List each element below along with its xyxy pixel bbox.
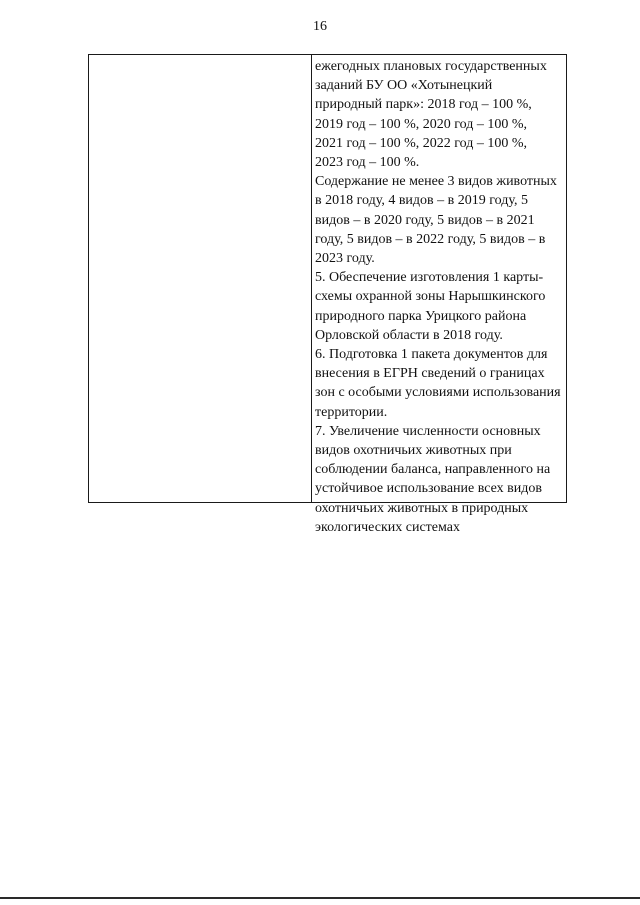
text-line: внесения в ЕГРН сведений о границах (315, 366, 545, 382)
table-right-cell (315, 55, 565, 537)
table-left-cell (89, 55, 312, 502)
text-line: охотничьих животных в природных (315, 500, 529, 516)
text-line: 5. Обеспечение изготовления 1 карты- (315, 270, 544, 286)
text-line: природного парка Урицкого района (315, 308, 527, 324)
text-line: 2023 году. (315, 251, 375, 267)
text-line: 6. Подготовка 1 пакета документов для (315, 347, 548, 363)
text-line: Орловской области в 2018 году. (315, 327, 503, 343)
text-line: заданий БУ ОО «Хотынецкий (315, 78, 493, 94)
text-line: в 2018 году, 4 видов – в 2019 году, 5 (315, 193, 528, 209)
text-line: 7. Увеличение численности основных (315, 423, 541, 439)
text-line: Содержание не менее 3 видов животных (315, 174, 557, 190)
scan-bottom-edge-line (0, 897, 640, 899)
document-table (88, 54, 567, 535)
text-line: территории. (315, 404, 388, 420)
text-line: зон с особыми условиями использования (315, 385, 561, 401)
text-line: ежегодных плановых государственных (315, 59, 547, 74)
text-line: 2021 год – 100 %, 2022 год – 100 %, (315, 135, 528, 151)
text-line: устойчивое использование всех видов (315, 481, 543, 497)
text-line: соблюдении баланса, направленного на (315, 462, 551, 478)
page-number: 16 (313, 19, 327, 34)
text-line: схемы охранной зоны Нарышкинского (315, 289, 546, 305)
text-line: видов охотничьих животных при (315, 443, 512, 459)
text-line: природный парк»: 2018 год – 100 %, (315, 97, 532, 113)
text-line: году, 5 видов – в 2022 году, 5 видов – в (315, 231, 546, 247)
text-line: видов – в 2020 году, 5 видов – в 2021 (315, 212, 535, 228)
text-line: 2019 год – 100 %, 2020 год – 100 %, (315, 116, 528, 132)
text-line: 2023 год – 100 %. (315, 155, 420, 171)
text-line: экологических системах (315, 519, 460, 535)
